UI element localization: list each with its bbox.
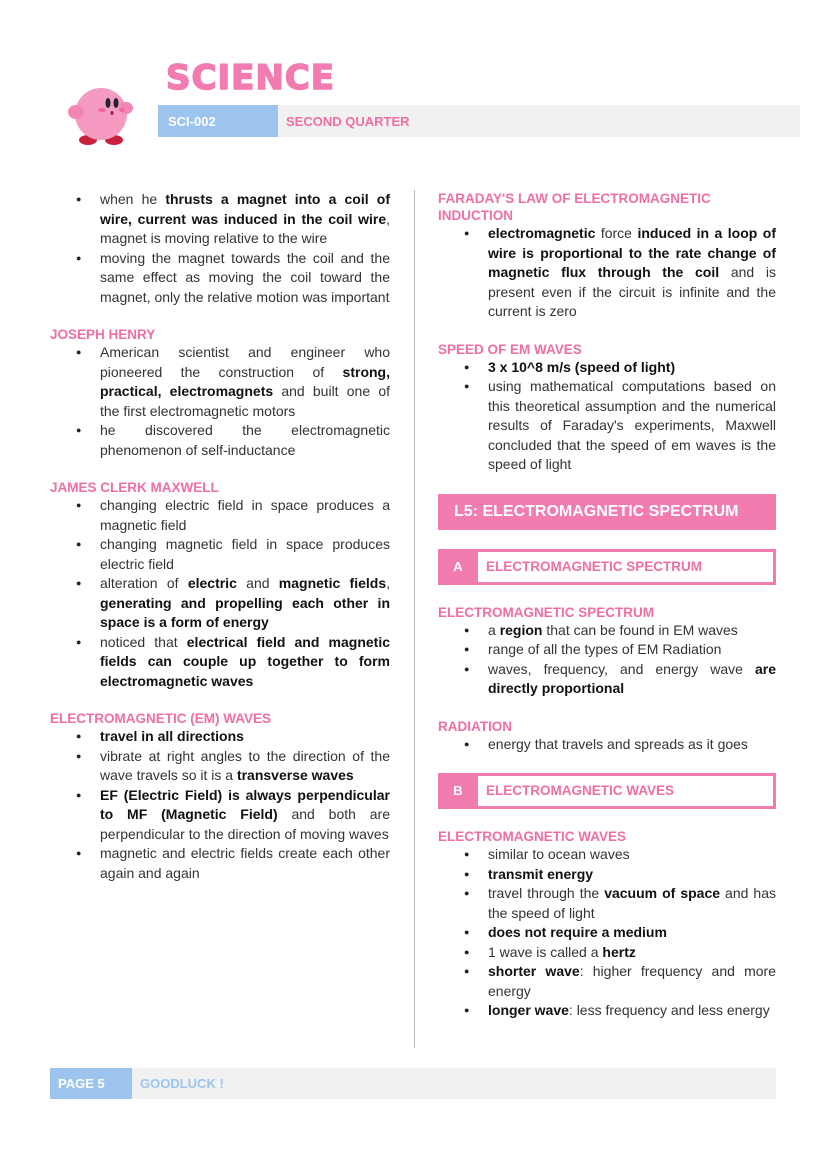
bullet-item <box>50 727 390 747</box>
subsection-letter: B <box>438 775 478 808</box>
bullet-item <box>438 358 776 378</box>
text: force <box>595 225 638 241</box>
spacer <box>438 530 776 549</box>
header-bar <box>158 105 800 137</box>
text: similar to ocean waves <box>488 846 630 862</box>
spacer <box>438 809 776 828</box>
text: and <box>236 575 279 591</box>
text: noticed that <box>100 633 187 650</box>
subsection-box <box>438 773 776 809</box>
text: and has the speed of light <box>488 885 776 921</box>
bullet-list <box>438 621 776 699</box>
spacer <box>50 883 390 902</box>
bold-text: longer wave <box>488 1002 569 1018</box>
bullet-item <box>50 496 390 535</box>
section-heading: JOSEPH HENRY <box>50 327 156 342</box>
bullet-item <box>50 633 390 692</box>
subject-title: SCIENCE <box>166 58 335 98</box>
spacer <box>438 475 776 494</box>
bold-text: hertz <box>602 943 636 960</box>
bold-text: 3 x 10^8 m/s (speed of light) <box>488 358 676 375</box>
spacer <box>50 691 390 710</box>
section-heading: ELECTROMAGNETIC SPECTRUM <box>438 604 654 620</box>
text: and is present even if the circuit is infinite and the current is zero <box>488 264 777 319</box>
bullet-item <box>438 640 776 660</box>
bullet-list <box>438 845 776 1021</box>
bullet-item <box>438 1001 776 1021</box>
text: he discovered the electromagnetic phenomenon of self-inductance <box>100 422 390 458</box>
bold-text: thrusts a magnet into a coil of wire, current was induced in the coil wire <box>100 191 390 227</box>
bullet-item <box>438 660 776 699</box>
bullet-list <box>50 727 390 883</box>
bullet-item <box>438 884 776 923</box>
text: range of all the types of EM Radiation <box>488 641 722 657</box>
bold-text: magnetic fields <box>278 575 387 591</box>
bold-text: EF (Electric Field) is always perpendicular to MF (Magnetic Field) <box>100 786 390 822</box>
text: , <box>386 575 390 591</box>
section-heading: FARADAY'S LAW OF ELECTROMAGNETIC INDUCTION <box>438 191 711 223</box>
subsection-letter: A <box>438 550 478 583</box>
page-number: PAGE 5 <box>50 1068 132 1099</box>
bold-text: does not require a medium <box>488 924 667 940</box>
text: changing magnetic field in space produces electric field <box>100 536 390 572</box>
text: when he <box>100 191 166 207</box>
text: : higher frequency and more energy <box>488 963 777 999</box>
bullet-list <box>438 358 776 475</box>
text: 1 wave is called a <box>488 943 603 960</box>
bullet-item <box>438 943 776 963</box>
spacer <box>50 460 390 479</box>
bullet-item <box>438 224 776 322</box>
left-column <box>50 190 390 902</box>
bullet-item <box>438 865 776 885</box>
bullet-item <box>438 377 776 475</box>
section-heading: RADIATION <box>438 718 512 734</box>
bullet-item <box>438 735 776 755</box>
subsection-box <box>438 549 776 585</box>
bullet-item <box>50 249 390 308</box>
bold-text: electromagnetic <box>488 225 596 241</box>
bullet-item <box>50 747 390 786</box>
quarter-label: SECOND QUARTER <box>286 113 410 129</box>
spacer <box>438 699 776 718</box>
text: changing electric field in space produces a magnetic field <box>100 497 390 533</box>
bullet-item <box>50 190 390 249</box>
subsection-title: ELECTROMAGNETIC SPECTRUM <box>486 558 702 574</box>
bullet-item <box>438 923 776 943</box>
text: : less frequency and less energy <box>568 1002 770 1018</box>
bold-text: generating and propelling each other in space is a form of energy <box>100 594 390 630</box>
text: a <box>488 621 500 638</box>
text: alteration of <box>100 575 188 591</box>
bullet-item <box>50 535 390 574</box>
spacer <box>438 585 776 604</box>
text: that can be found in EM waves <box>542 621 738 638</box>
bold-text: shorter wave <box>488 963 580 979</box>
section-heading: JAMES CLERK MAXWELL <box>50 480 219 495</box>
spacer <box>50 307 390 326</box>
text: American scientist and engineer who pioneered the construction of <box>100 344 390 380</box>
section-heading: SPEED OF EM WAVES <box>438 341 582 357</box>
text: moving the magnet towards the coil and the same effect as moving the coil toward the magnet, only the relative motion was important <box>100 249 390 305</box>
footer-bar <box>50 1068 776 1099</box>
text: waves, frequency, and energy wave <box>488 660 755 677</box>
footer-message: GOODLUCK ! <box>140 1076 224 1091</box>
text: energy that travels and spreads as it goes <box>488 735 748 752</box>
column-divider <box>414 190 415 1048</box>
bullet-item <box>50 421 390 460</box>
kirby-mascot-image <box>68 84 134 146</box>
bullet-list <box>50 190 390 307</box>
text: , magnet is moving relative to the wire <box>100 210 390 246</box>
text: magnetic and electric fields create each other again and again <box>100 845 390 881</box>
bold-text: electric <box>187 575 237 591</box>
spacer <box>438 1021 776 1040</box>
bold-text: travel in all directions <box>100 728 244 744</box>
bullet-list <box>438 224 776 322</box>
bold-text: are directly proportional <box>488 660 776 696</box>
bullet-item <box>438 962 776 1001</box>
bold-text: region <box>499 621 543 638</box>
bold-text: transmit energy <box>488 865 594 882</box>
bold-text: strong, practical, electromagnets <box>100 363 390 399</box>
text: and both are perpendicular to the direction of moving waves <box>100 806 390 842</box>
subsection-title: ELECTROMAGNETIC WAVES <box>486 783 675 799</box>
spacer <box>438 754 776 773</box>
lesson-banner: L5: ELECTROMAGNETIC SPECTRUM <box>438 494 776 530</box>
bullet-list <box>438 735 776 755</box>
bold-text: electrical field and magnetic fields can couple up together to form electromagnetic waves <box>100 633 390 689</box>
bold-text: transverse waves <box>236 767 354 783</box>
bullet-item <box>50 574 390 633</box>
bullet-list <box>50 496 390 691</box>
text: using mathematical computations based on this theoretical assumption and the numerical results of Faraday's experiments, Maxwell concluded that the speed of em waves is the speed of light <box>488 378 776 472</box>
bullet-item <box>438 621 776 641</box>
right-column <box>438 190 776 1040</box>
bullet-item <box>50 844 390 883</box>
bullet-item <box>50 786 390 845</box>
bold-text: induced in a loop of wire is proportional to the rate change of magnetic flux through the coil <box>488 225 777 280</box>
section-heading: ELECTROMAGNETIC WAVES <box>438 829 627 844</box>
text: and built one of the first electromagnetic motors <box>100 383 390 419</box>
spacer <box>438 322 776 341</box>
bullet-list <box>50 343 390 460</box>
course-code: SCI-002 <box>158 105 278 137</box>
text: vibrate at right angles to the direction of the wave travels so it is a <box>100 747 390 783</box>
bullet-item <box>50 343 390 421</box>
text: travel through the <box>488 885 605 901</box>
bullet-item <box>438 845 776 865</box>
bold-text: vacuum of space <box>604 885 721 901</box>
section-heading: ELECTROMAGNETIC (EM) WAVES <box>50 711 271 726</box>
